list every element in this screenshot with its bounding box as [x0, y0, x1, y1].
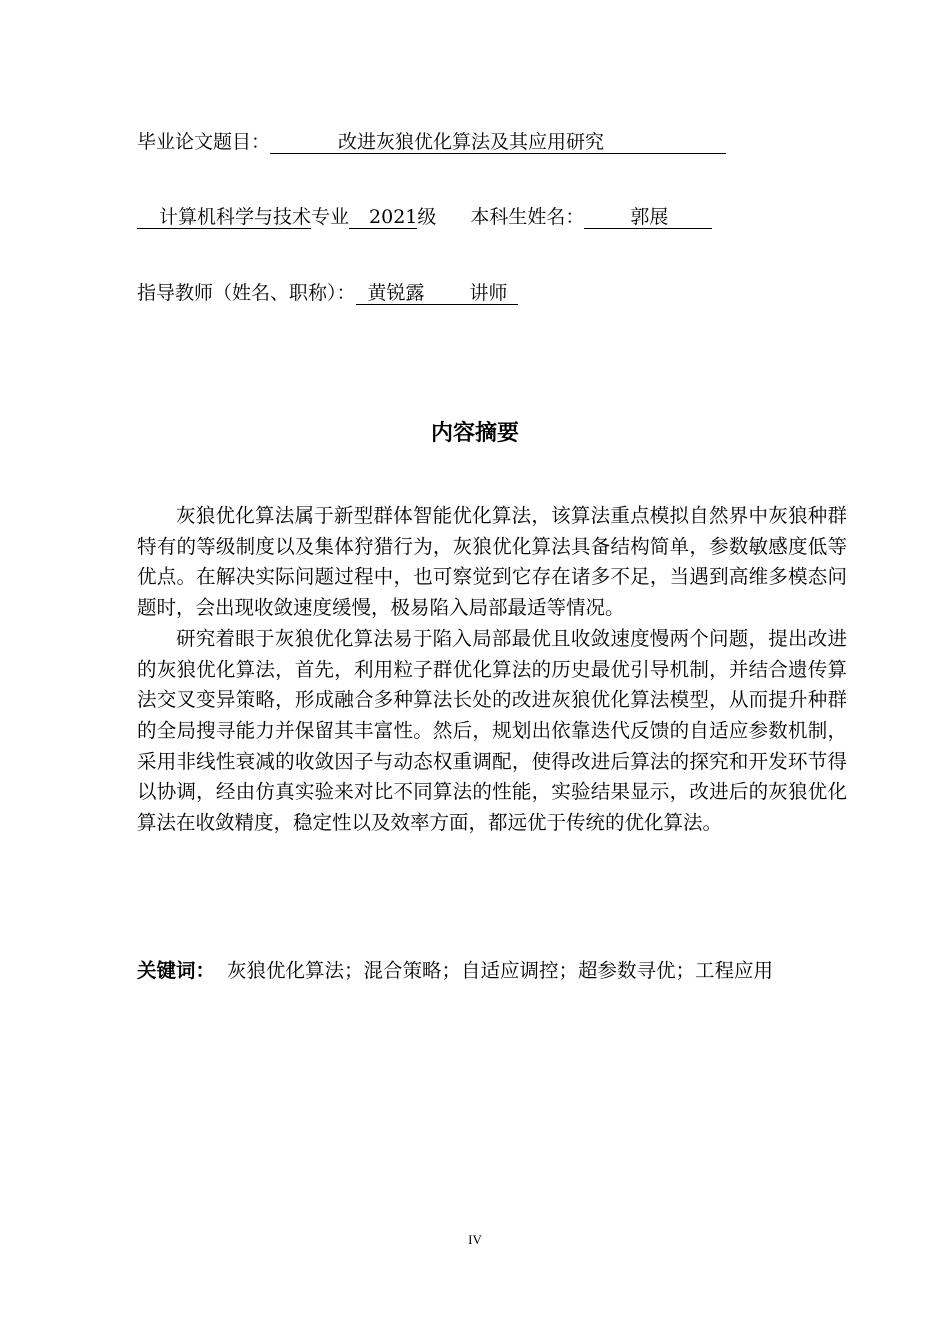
student-label: 本科生姓名： — [470, 206, 585, 228]
major-value: 计算机科学与技术 — [159, 206, 312, 228]
advisor-name: 黄锐露 — [367, 282, 425, 304]
thesis-title-label: 毕业论文题目： — [137, 131, 271, 153]
advisor-line — [137, 281, 518, 305]
abstract-paragraph: 灰狼优化算法属于新型群体智能优化算法，该算法重点模拟自然界中灰狼种群特有的等级制度以及集体狩猎行为，灰狼优化算法具备结构简单，参数敏感度低等优点。在解决实际问题过程中，也可察觉到它存在诸多不足，当遇到高维多模态问题时，会出现收敛速度缓慢，极易陷入局部最适等情况。 — [137, 504, 847, 620]
student-underline — [584, 206, 712, 229]
keywords — [137, 954, 937, 987]
thesis-title-line — [137, 130, 726, 154]
grade-underline — [349, 206, 417, 229]
keywords-label: 关键词： — [137, 959, 216, 982]
major-line — [137, 205, 712, 229]
advisor-underline — [356, 282, 518, 305]
student-name: 郭展 — [630, 206, 669, 228]
advisor-label: 指导教师（姓名、职称）： — [137, 282, 356, 304]
advisor-title: 讲师 — [469, 282, 508, 304]
major-suffix: 专业 — [311, 206, 350, 228]
abstract-heading: 内容摘要 — [430, 421, 519, 446]
abstract-paragraph: 研究着眼于灰狼优化算法易于陷入局部最优且收敛速度慢两个问题，提出改进的灰狼优化算法，首先，利用粒子群优化算法的历史最优引导机制，并结合遗传算法交叉变异策略，形成融合多种算法长处的改进灰狼优化算法模型，从而提升种群的全局搜寻能力并保留其丰富性。然后，规划出依靠迭代反馈的自适应参数机制，采用非线性衰减的收敛因子与动态权重调配，使得改进后算法的探究和开发环节得以协调，经由仿真实验来对比不同算法的性能，实验结果显示，改进后的灰狼优化算法在收敛精度，稳定性以及效率方面，都远优于传统的优化算法。 — [137, 626, 847, 835]
thesis-title-value: 改进灰狼优化算法及其应用研究 — [338, 131, 605, 153]
major-underline — [137, 206, 311, 229]
grade-value: 2021 — [369, 206, 418, 228]
page-number: IV — [468, 1232, 482, 1247]
grade-suffix: 级 — [417, 206, 437, 228]
thesis-title-underline — [270, 131, 726, 154]
abstract-body — [137, 501, 847, 839]
keywords-text: 灰狼优化算法；混合策略；自适应调控；超参数寻优；工程应用 — [227, 959, 774, 982]
